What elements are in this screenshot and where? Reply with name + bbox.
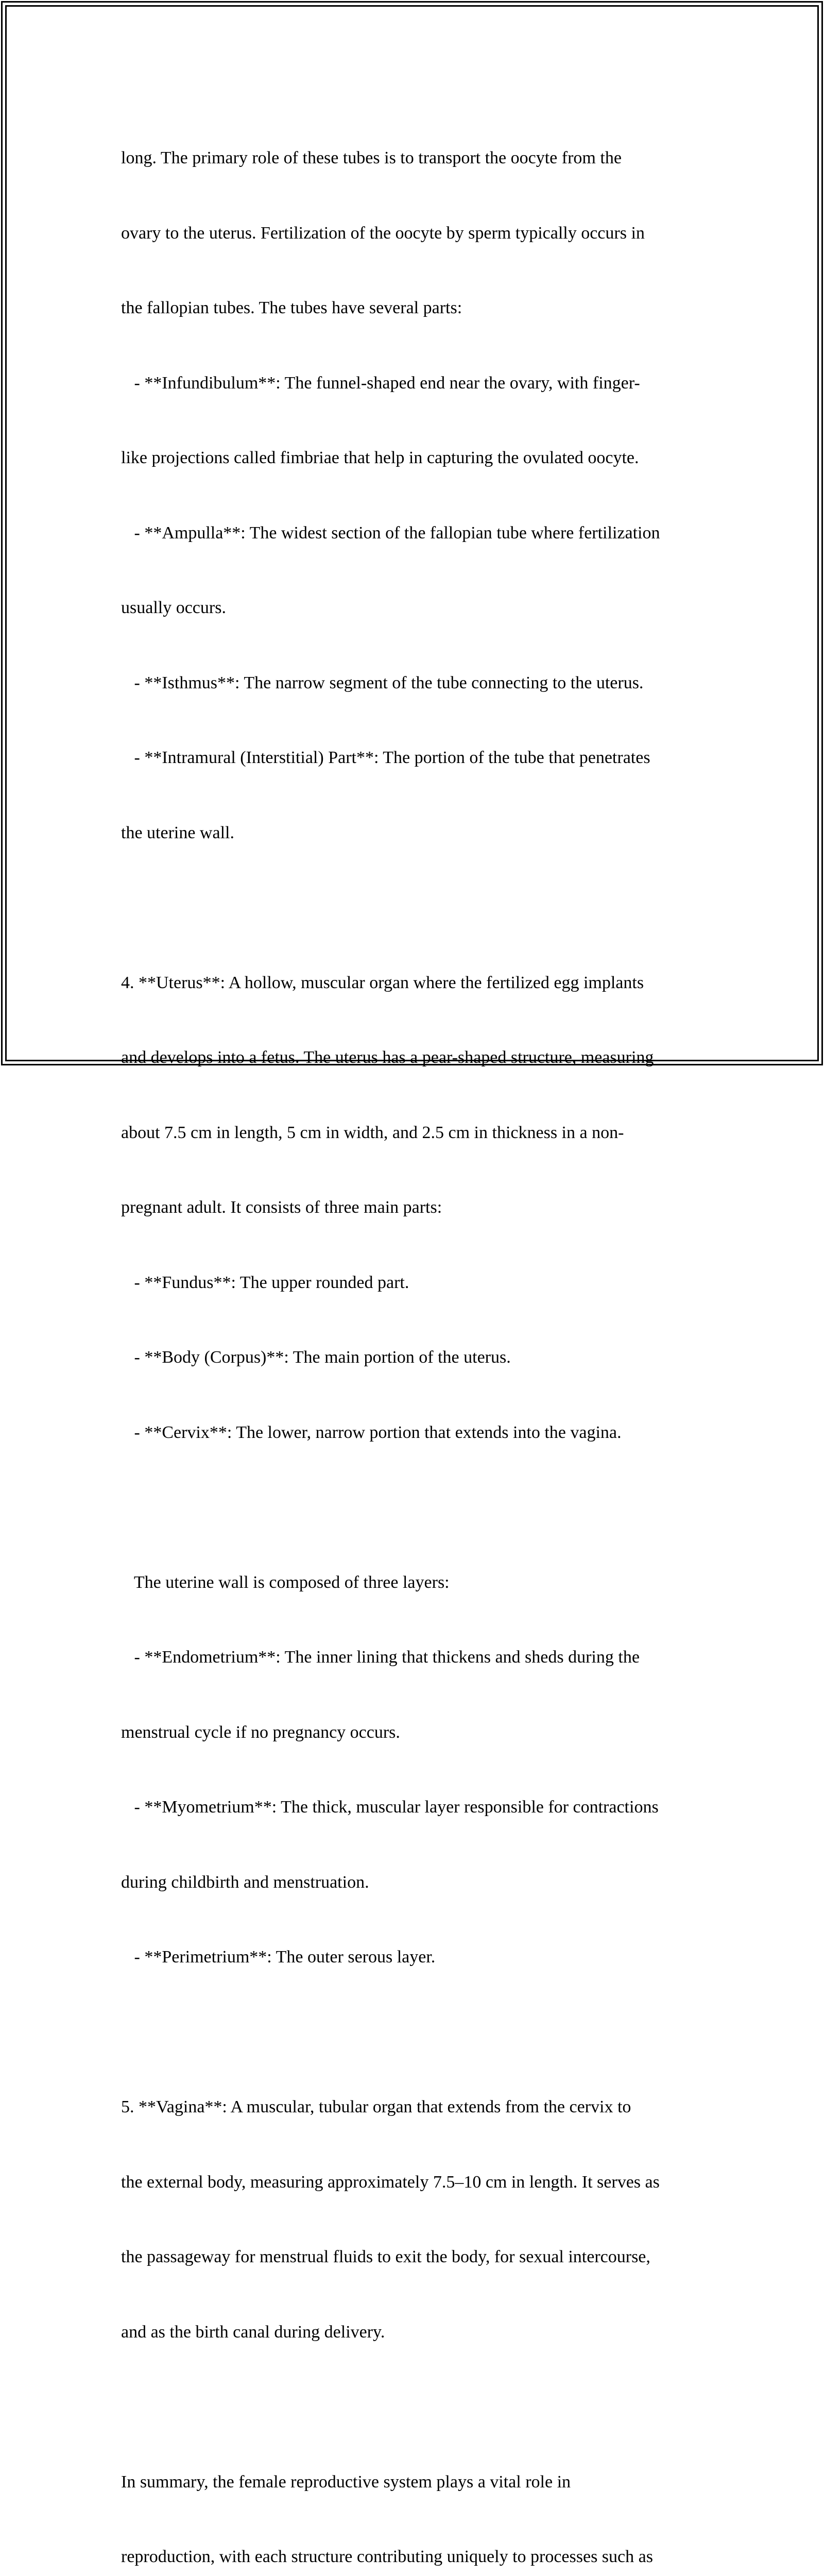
text-line: pregnant adult. It consists of three main parts:: [121, 1198, 442, 1217]
list-item-perimetrium: - **Perimetrium**: The outer serous layer.: [121, 1947, 436, 1967]
list-item-endometrium: - **Endometrium**: The inner lining that thickens and sheds during the: [121, 1648, 640, 1667]
list-item-ampulla: - **Ampulla**: The widest section of the fallopian tube where fertilization: [121, 523, 660, 543]
text-line: The uterine wall is composed of three layers:: [121, 1572, 450, 1592]
list-item-isthmus: - **Isthmus**: The narrow segment of the tube connecting to the uterus.: [121, 673, 644, 692]
blank-line: [121, 1495, 708, 1520]
text-line: the fallopian tubes. The tubes have several parts:: [121, 298, 462, 317]
blank-line: [121, 2395, 708, 2420]
text-line: ovary to the uterus. Fertilization of the oocyte by sperm typically occurs in: [121, 223, 645, 243]
list-item-fundus: - **Fundus**: The upper rounded part.: [121, 1273, 409, 1292]
text-line: menstrual cycle if no pregnancy occurs.: [121, 1722, 400, 1742]
list-item-cervix: - **Cervix**: The lower, narrow portion that extends into the vagina.: [121, 1422, 622, 1442]
list-item-myometrium: - **Myometrium**: The thick, muscular layer responsible for contractions: [121, 1798, 659, 1817]
list-item-intramural: - **Intramural (Interstitial) Part**: The portion of the tube that penetrates: [121, 748, 650, 767]
text-line: reproduction, with each structure contributing uniquely to processes such as: [121, 2547, 653, 2566]
section-uterus: 4. **Uterus**: A hollow, muscular organ where the fertilized egg implants: [121, 973, 644, 992]
text-line: like projections called fimbriae that help in capturing the ovulated oocyte.: [121, 448, 639, 467]
document-body: [121, 96, 708, 2576]
section-vagina: 5. **Vagina**: A muscular, tubular organ that extends from the cervix to: [121, 2097, 631, 2116]
blank-line: [121, 2020, 708, 2045]
text-line: the uterine wall.: [121, 823, 234, 842]
text-line: and develops into a fetus. The uterus has a pear-shaped structure, measuring: [121, 1048, 654, 1067]
text-line: about 7.5 cm in length, 5 cm in width, and 2.5 cm in thickness in a non-: [121, 1123, 624, 1142]
text-line: and as the birth canal during delivery.: [121, 2322, 385, 2342]
list-item-infundibulum: - **Infundibulum**: The funnel-shaped end near the ovary, with finger-: [121, 373, 640, 393]
text-line: the external body, measuring approximately 7.5–10 cm in length. It serves as: [121, 2172, 660, 2192]
text-line: long. The primary role of these tubes is to transport the oocyte from the: [121, 148, 622, 167]
summary-paragraph: In summary, the female reproductive system plays a vital role in: [121, 2472, 571, 2492]
blank-line: [121, 895, 708, 921]
list-item-body: - **Body (Corpus)**: The main portion of the uterus.: [121, 1348, 511, 1367]
text-line: usually occurs.: [121, 598, 226, 617]
text-line: during childbirth and menstruation.: [121, 1872, 369, 1892]
text-line: the passageway for menstrual fluids to exit the body, for sexual intercourse,: [121, 2247, 650, 2266]
